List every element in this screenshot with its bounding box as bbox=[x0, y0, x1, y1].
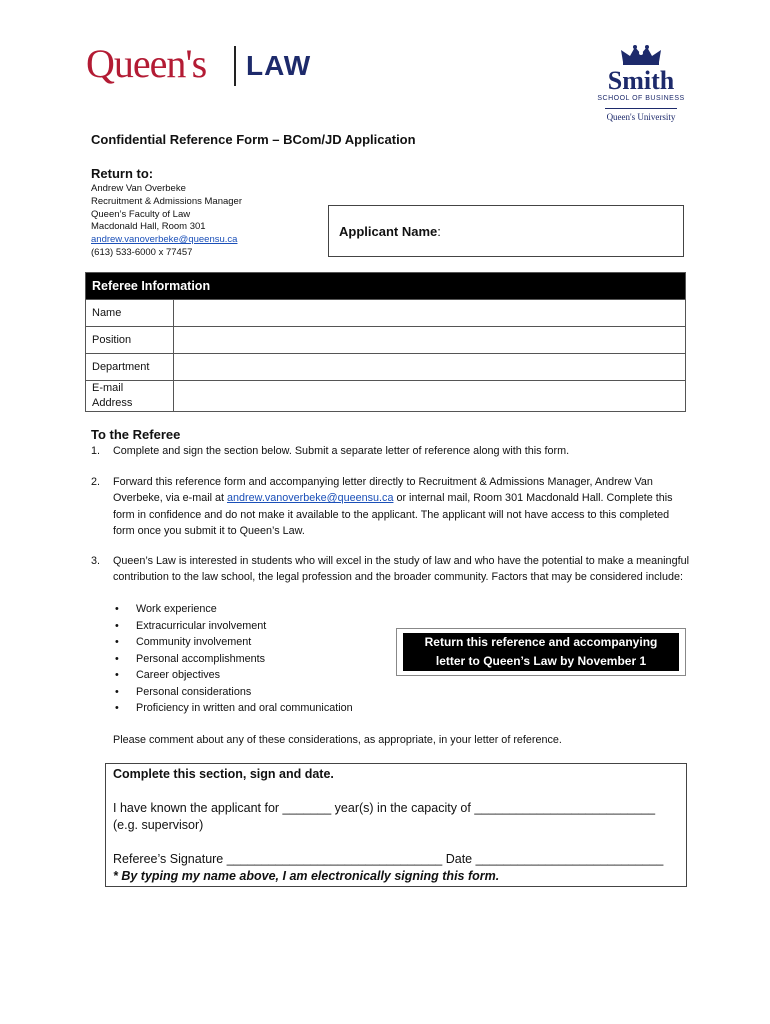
referee-email-label: E-mail Address bbox=[86, 381, 174, 412]
smith-name: Smith bbox=[607, 66, 675, 95]
applicant-name-label: Applicant Name: bbox=[339, 224, 441, 239]
comment-instruction: Please comment about any of these considerations, as appropriate, in your letter of reference. bbox=[113, 734, 562, 746]
smith-subtitle: SCHOOL OF BUSINESS bbox=[597, 95, 685, 102]
contact-faculty: Queen’s Faculty of Law bbox=[91, 208, 191, 220]
form-title: Confidential Reference Form – BCom/JD Application bbox=[91, 132, 416, 147]
e-signature-note: * By typing my name above, I am electronically signing this form. bbox=[113, 869, 500, 883]
instruction-3: 3. Queen’s Law is interested in students who will excel in the study of law and who have the potential to make a meaningful contribution to the law school, the legal profession and the broader community. Factors that may be considered include: bbox=[91, 555, 689, 584]
referee-department-field[interactable] bbox=[174, 354, 686, 381]
smith-logo bbox=[596, 44, 686, 134]
referee-position-field[interactable] bbox=[174, 327, 686, 354]
list-item: • Personal considerations bbox=[113, 684, 353, 701]
list-item: • Career objectives bbox=[113, 667, 353, 684]
referee-department-label: Department bbox=[86, 354, 174, 381]
list-item: • Work experience bbox=[113, 601, 353, 618]
contact-email-link[interactable]: andrew.vanoverbeke@queensu.ca bbox=[91, 234, 238, 246]
signature-section-title: Complete this section, sign and date. bbox=[113, 767, 334, 781]
return-address bbox=[91, 183, 242, 260]
smith-university: Queen's University bbox=[606, 112, 676, 122]
return-to-heading: Return to: bbox=[91, 166, 154, 181]
referee-info-heading: Referee Information bbox=[86, 273, 686, 300]
law-logo: LAW bbox=[246, 50, 312, 81]
referee-info-table bbox=[85, 272, 686, 412]
deadline-notice bbox=[396, 628, 686, 676]
instruction-1: 1. Complete and sign the section below. Submit a separate letter of reference along with this form. bbox=[91, 445, 570, 457]
logo-divider bbox=[234, 46, 236, 86]
contact-name: Andrew Van Overbeke bbox=[91, 183, 186, 194]
instruction-2: 2. Forward this reference form and accompanying letter directly to Recruitment & Admissions Manager, Andrew Van Overbeke, via e-mail at andrew.vanoverbeke@queensu.ca or internal mail, Room 301 Macdonald Hall. Complete this form in confidence and do not make it available to the applicant. The applicant will not have access to this completed form once you submit it to Queen’s Law. bbox=[91, 476, 673, 538]
smith-rule bbox=[605, 108, 677, 109]
applicant-name-box[interactable] bbox=[328, 205, 684, 257]
contact-address: Macdonald Hall, Room 301 bbox=[91, 221, 206, 233]
referee-position-label: Position bbox=[86, 327, 174, 354]
capacity-example: (e.g. supervisor) bbox=[113, 818, 204, 832]
list-item: • Proficiency in written and oral communication bbox=[113, 700, 353, 717]
instruction-email-link[interactable]: andrew.vanoverbeke@queensu.ca bbox=[227, 492, 394, 505]
crown-icon bbox=[619, 44, 663, 66]
list-item: • Personal accomplishments bbox=[113, 651, 353, 668]
referee-email-field[interactable] bbox=[174, 381, 686, 412]
deadline-line-1: Return this reference and accompanying bbox=[424, 635, 658, 649]
list-item: • Community involvement bbox=[113, 634, 353, 651]
list-item: • Extracurricular involvement bbox=[113, 618, 353, 635]
queens-logo: Queen's bbox=[86, 41, 207, 86]
known-applicant-line[interactable]: I have known the applicant for _______ year(s) in the capacity of __________________________ bbox=[113, 801, 656, 815]
referee-name-field[interactable] bbox=[174, 300, 686, 327]
referee-name-label: Name bbox=[86, 300, 174, 327]
contact-phone: (613) 533-6000 x 77457 bbox=[91, 246, 193, 258]
contact-role: Recruitment & Admissions Manager bbox=[91, 195, 243, 207]
factors-list bbox=[113, 601, 353, 717]
to-referee-heading: To the Referee bbox=[91, 427, 181, 442]
signature-section bbox=[105, 763, 687, 887]
deadline-line-2: letter to Queen’s Law by November 1 bbox=[435, 654, 647, 668]
signature-date-line[interactable]: Referee’s Signature _______________________________ Date ___________________________ bbox=[113, 852, 664, 866]
